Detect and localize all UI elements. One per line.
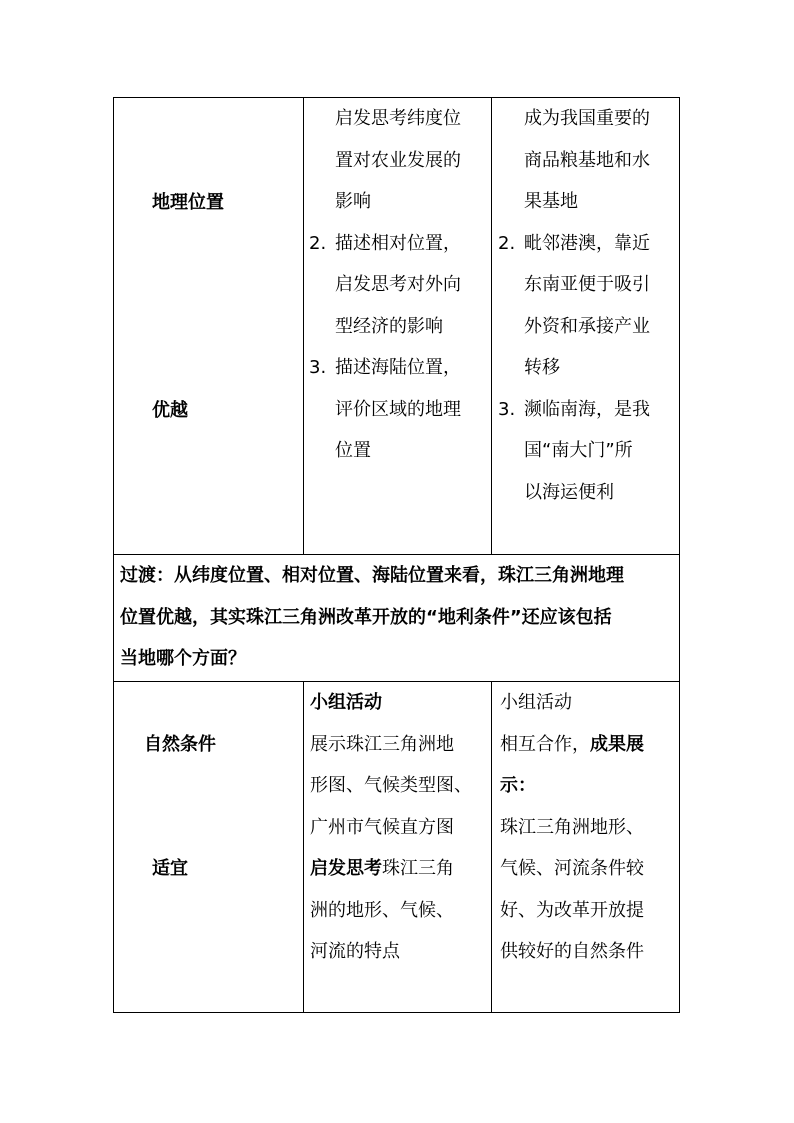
column-divider: [303, 98, 304, 554]
topic-label-superior: 优越: [152, 400, 188, 421]
topic-label-natural: 自然条件: [144, 734, 216, 755]
table-row-natural: [113, 681, 680, 1013]
student-activity: 成为我国重要的 商品粮基地和水 果基地 2. 毗邻港澳，靠近 东南亚便于吸引 外资和承接产业 转移 3. 濒临南海，是我 国“南大门”所 以海运便利: [498, 108, 650, 503]
topic-label-suitable: 适宜: [152, 858, 188, 879]
topic-label-location: 地理位置: [152, 192, 224, 213]
column-divider: [491, 98, 492, 554]
column-divider: [303, 682, 304, 1012]
table-row-transition: [113, 554, 680, 681]
table-row-location: [113, 97, 680, 554]
column-divider: [491, 682, 492, 1012]
teacher-activity: 启发思考纬度位 置对农业发展的 影响 2. 描述相对位置， 启发思考对外向 型经济的影响 3. 描述海陆位置， 评价区域的地理 位置: [309, 108, 461, 461]
transition-text: 过渡：从纬度位置、相对位置、海陆位置来看，珠江三角洲地理 位置优越，其实珠江三角洲改革开放的“地利条件”还应该包括 当地哪个方面？: [120, 565, 624, 669]
student-activity: 小组活动 相互合作，成果展 示： 珠江三角洲地形、 气候、河流条件较 好、为改革开放提 供较好的自然条件: [500, 692, 644, 962]
teacher-activity: 小组活动 展示珠江三角洲地 形图、气候类型图、 广州市气候直方图 启发思考珠江三角 洲的地形、气候、 河流的特点: [310, 692, 472, 962]
